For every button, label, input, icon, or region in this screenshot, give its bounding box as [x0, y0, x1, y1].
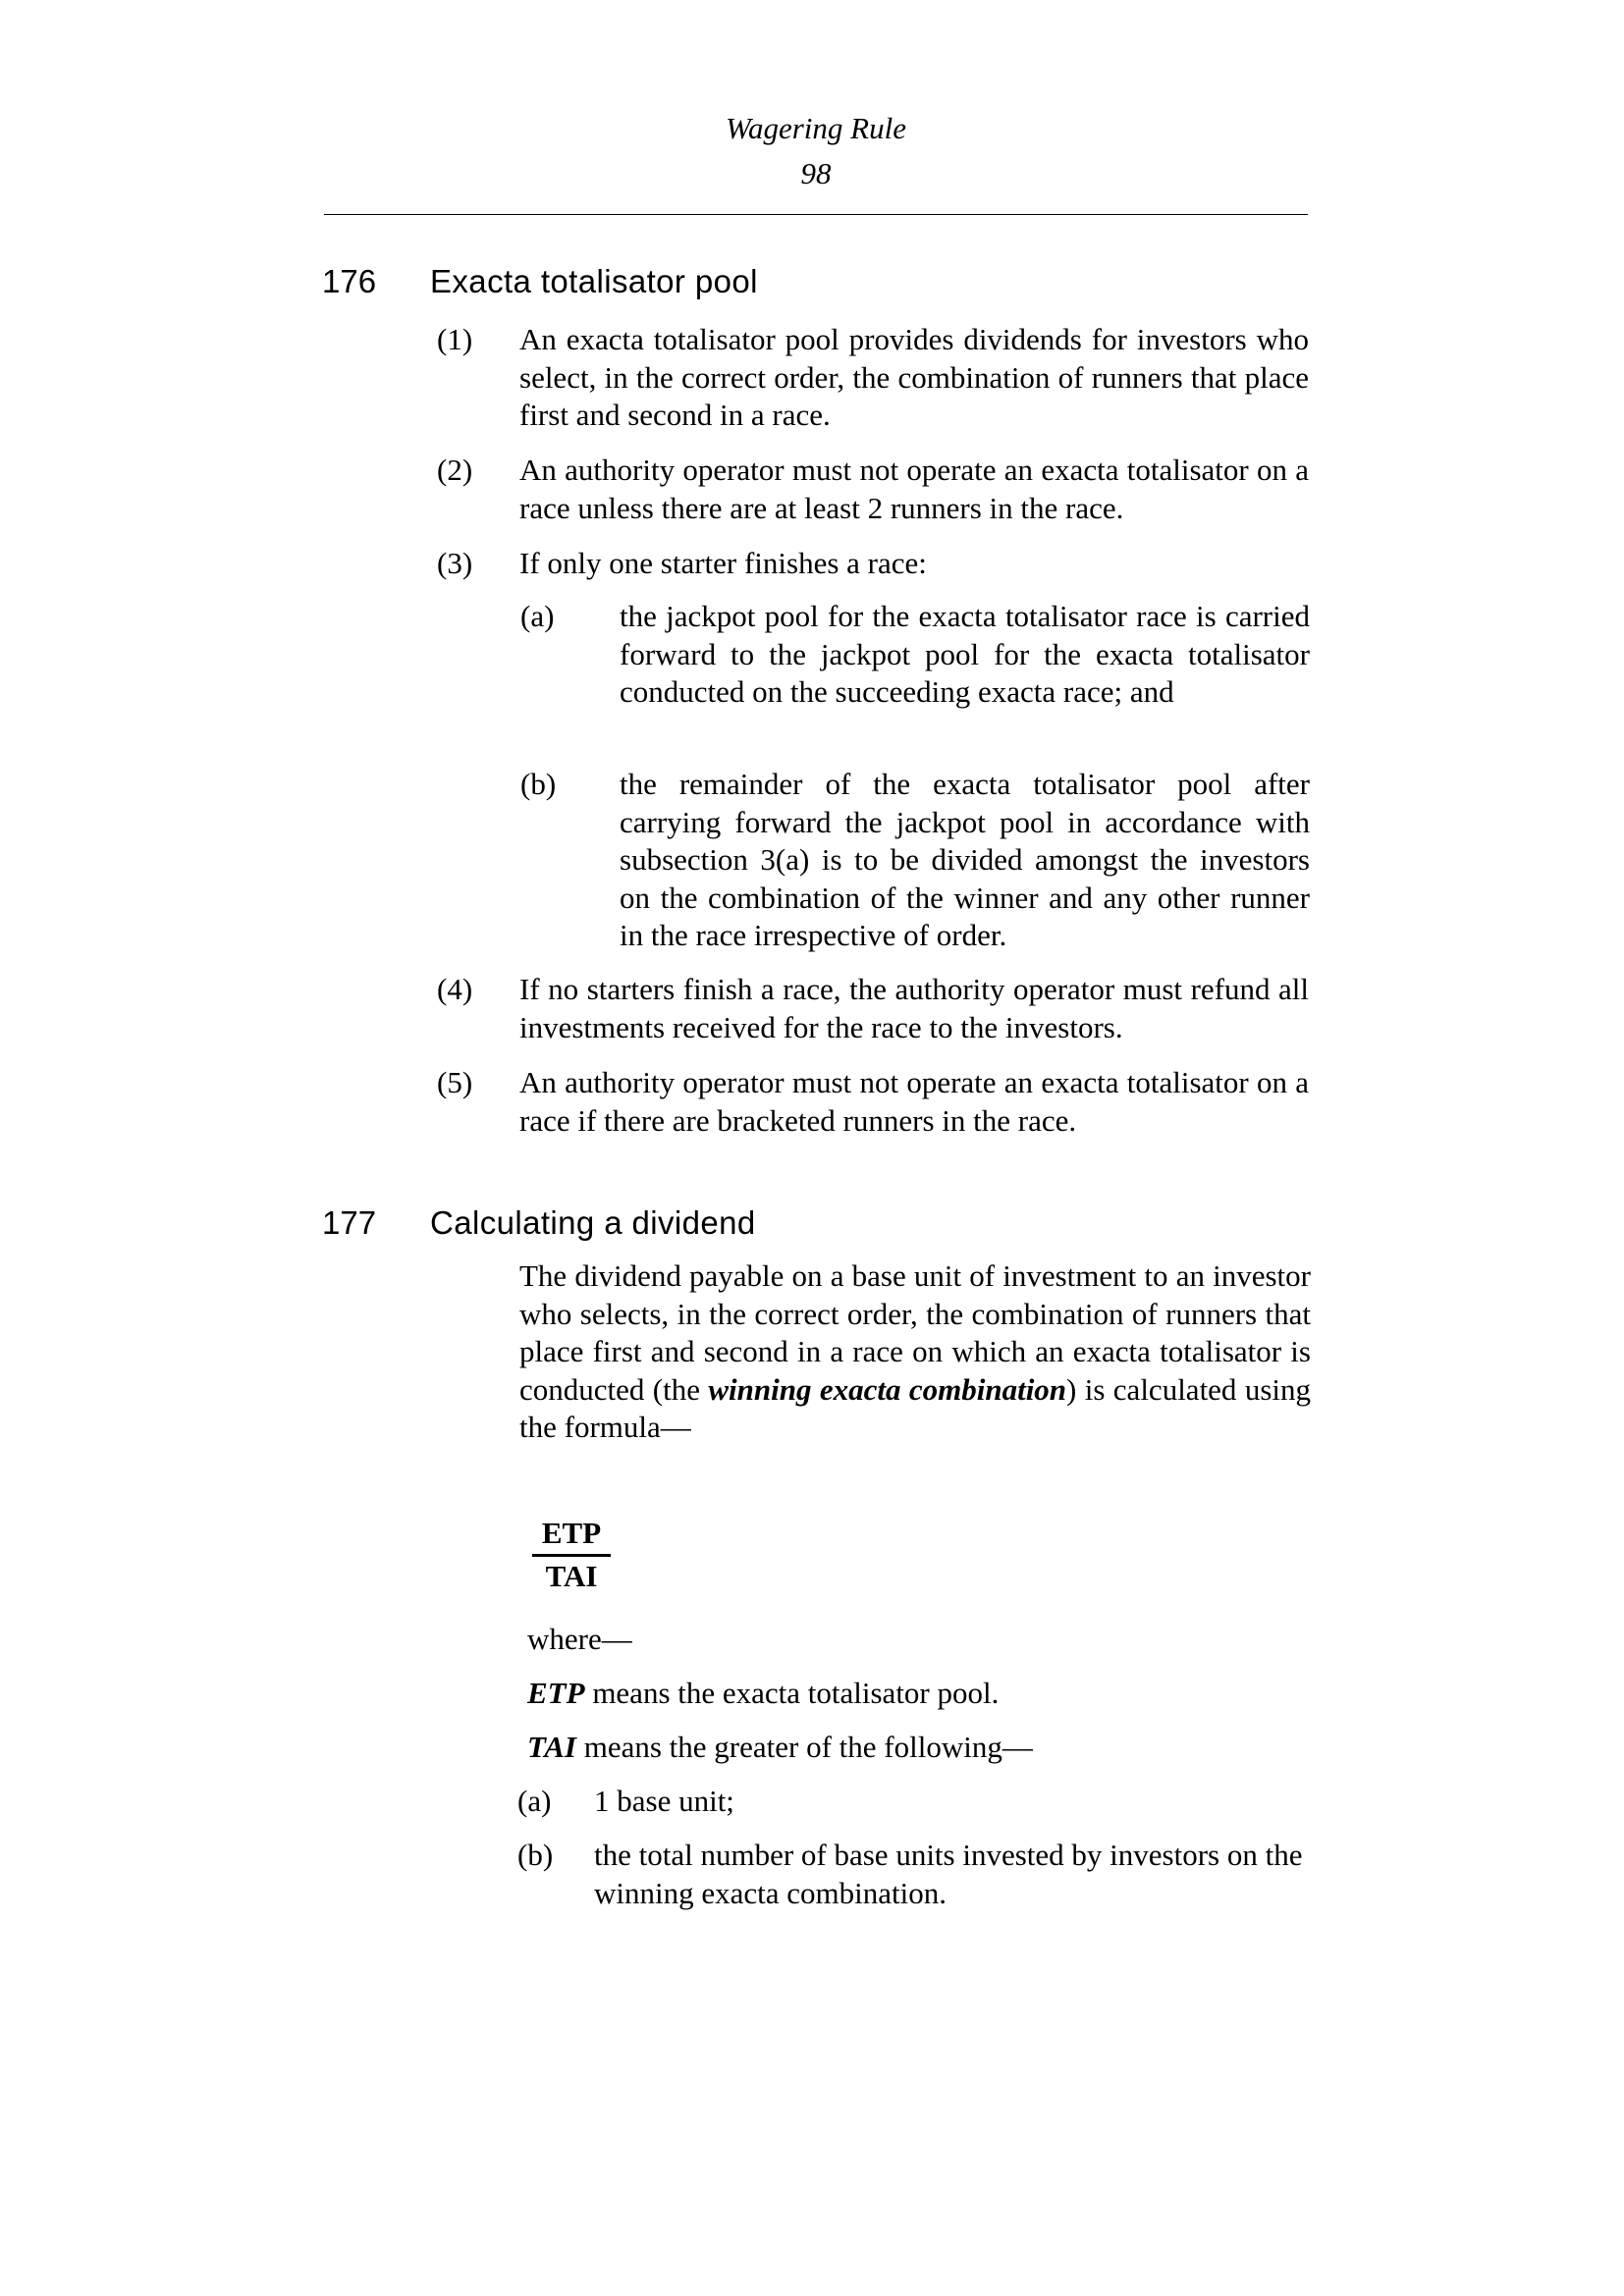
definition-text: means the exacta totalisator pool.: [584, 1676, 1000, 1710]
paragraph-label: (5): [437, 1065, 473, 1099]
item-text: the total number of base units invested by investors on the winning exacta combination.: [594, 1838, 1303, 1910]
formula-numerator: ETP: [532, 1514, 611, 1557]
where-label: where—: [527, 1622, 632, 1656]
section-number: 176: [322, 263, 377, 299]
section-number: 177: [322, 1204, 377, 1241]
subparagraph-text: the jackpot pool for the exacta totalisator race is carried forward to the jackpot pool for the exacta totalisator conducted on the succeeding exacta race; and: [620, 599, 1310, 709]
subparagraph-label: (a): [520, 599, 555, 633]
document-title: Wagering Rule: [726, 111, 906, 145]
paragraph-text: An authority operator must not operate an exacta totalisator on a race if there are bracketed runners in the race.: [519, 1065, 1309, 1138]
definition-tai: [527, 1729, 1313, 1767]
header-rule: [324, 214, 1308, 215]
subparagraph-label: (b): [520, 767, 557, 801]
paragraph-text: If no starters finish a race, the authority operator must refund all investments received for the race to the investors.: [519, 972, 1309, 1044]
definition-term: TAI: [527, 1730, 576, 1764]
definition-term: ETP: [527, 1676, 585, 1710]
paragraph-label: (3): [437, 546, 473, 580]
defined-term: winning exacta combination: [708, 1371, 1067, 1407]
paragraph-label: (1): [437, 322, 473, 356]
section-title: Calculating a dividend: [430, 1204, 756, 1241]
definition-etp: [527, 1675, 1313, 1713]
paragraph-label: (2): [437, 453, 473, 487]
item-text: 1 base unit;: [594, 1784, 734, 1818]
intro-text: The dividend payable on a base unit of investment to an investor who selects, in the correct order, the combination of runners that place first and second in a race on which an exacta totalisator is conducted (the: [519, 1258, 1311, 1407]
section-title: Exacta totalisator pool: [430, 263, 758, 299]
running-header: [324, 106, 1308, 196]
paragraph-label: (4): [437, 972, 473, 1006]
item-label: (b): [517, 1838, 554, 1872]
definition-text: means the greater of the following—: [575, 1730, 1033, 1764]
page-number: 98: [800, 156, 832, 190]
item-label: (a): [517, 1784, 552, 1818]
paragraph-text: If only one starter finishes a race:: [519, 546, 927, 580]
section-177-intro: [519, 1257, 1311, 1447]
dividend-formula: [532, 1514, 611, 1596]
intro-text-end: ) is calculated using the formula—: [519, 1371, 1311, 1444]
paragraph-text: An authority operator must not operate an exacta totalisator on a race unless there are at least 2 runners in the race.: [519, 453, 1309, 525]
subparagraph-text: the remainder of the exacta totalisator pool after carrying forward the jackpot pool in accordance with subsection 3(a) is to be divided amongst the investors on the combination of the winner and any other runner in the race irrespective of order.: [620, 767, 1310, 952]
paragraph-text: An exacta totalisator pool provides dividends for investors who select, in the correct order, the combination of runners that place first and second in a race.: [519, 322, 1309, 432]
formula-denominator: TAI: [545, 1559, 598, 1593]
